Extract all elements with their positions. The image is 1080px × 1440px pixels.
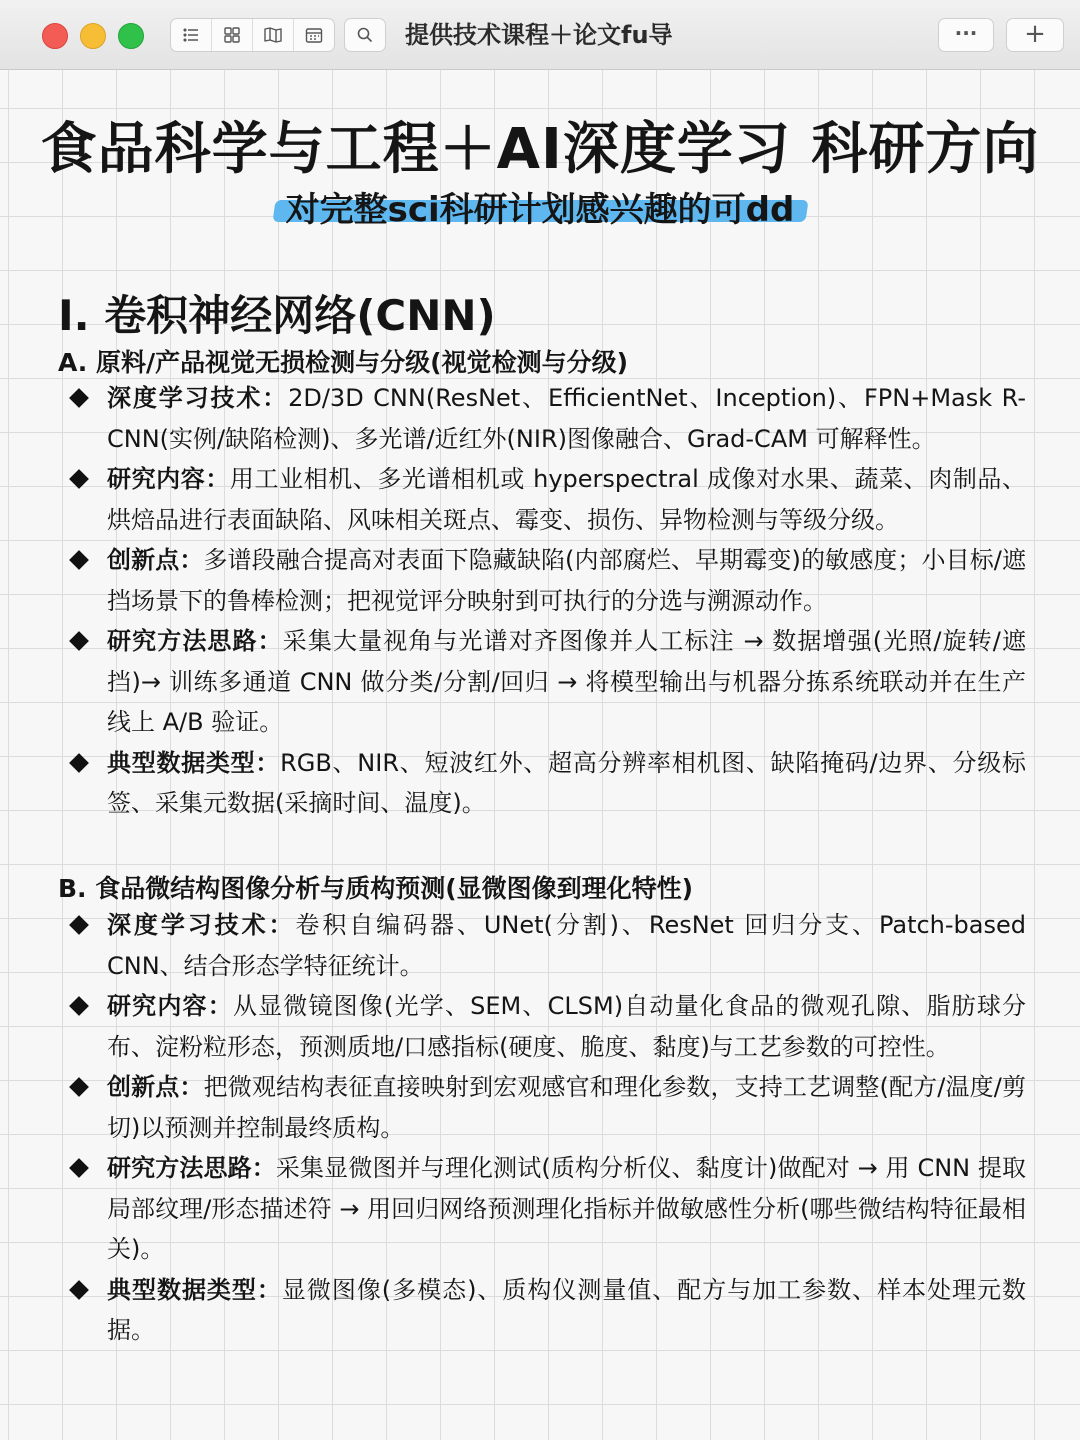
diamond-bullet-icon bbox=[69, 469, 89, 489]
bullet-text: 显微图像(多模态)、质构仪测量值、配方与加工参数、样本处理元数据。 bbox=[107, 1275, 1027, 1344]
section-title: I. 卷积神经网络(CNN) bbox=[58, 291, 496, 340]
minimize-window-button[interactable] bbox=[80, 23, 106, 49]
subsection-b-heading: B. 食品微结构图像分析与质构预测(显微图像到理化特性) bbox=[58, 874, 694, 903]
more-options-button[interactable] bbox=[938, 18, 994, 52]
close-window-button[interactable] bbox=[42, 23, 68, 49]
grid-view-button[interactable] bbox=[212, 19, 253, 51]
calendar-view-button[interactable] bbox=[294, 19, 334, 51]
diamond-bullet-icon bbox=[69, 996, 89, 1016]
list-view-button[interactable] bbox=[171, 19, 212, 51]
diamond-bullet-icon bbox=[69, 631, 89, 651]
diamond-bullet-icon bbox=[69, 1077, 89, 1097]
note-canvas bbox=[0, 70, 1080, 1440]
bullet-label: 创新点： bbox=[107, 1073, 204, 1101]
page-subtitle: 对完整sci科研计划感兴趣的可dd bbox=[278, 182, 803, 231]
book-view-button[interactable] bbox=[253, 19, 294, 51]
bullet-item bbox=[66, 905, 1026, 986]
grid-icon bbox=[222, 25, 242, 45]
bullet-text: 卷积自编码器、UNet(分割)、ResNet 回归分支、Patch-based CNN、结合形态学特征统计。 bbox=[107, 911, 1026, 980]
diamond-bullet-icon bbox=[69, 550, 89, 570]
bullet-text: 采集大量视角与光谱对齐图像并人工标注 → 数据增强(光照/旋转/遮挡)→ 训练多通道 CNN 做分类/分割/回归 → 将模型输出与机器分拣系统联动并在生产线上 A/B 验证。 bbox=[107, 627, 1027, 736]
ellipsis-icon: ··· bbox=[954, 21, 978, 45]
bullet-item bbox=[66, 1148, 1026, 1270]
bullet-label: 深度学习技术： bbox=[107, 911, 296, 939]
bullet-text: 采集显微图并与理化测试(质构分析仪、黏度计)做配对 → 用 CNN 提取局部纹理/形态描述符 → 用回归网络预测理化指标并做敏感性分析(哪些微结构特征最相关)。 bbox=[107, 1154, 1027, 1263]
subsection-a-bullets bbox=[66, 378, 1026, 824]
bullet-label: 研究方法思路： bbox=[107, 627, 283, 655]
page-title: 食品科学与工程＋AI深度学习 科研方向 bbox=[40, 117, 1040, 182]
window-title: 提供技术课程＋论文fu导 bbox=[405, 21, 673, 49]
subsection-a-heading: A. 原料/产品视觉无损检测与分级(视觉检测与分级) bbox=[58, 348, 628, 377]
search-icon bbox=[355, 25, 375, 45]
diamond-bullet-icon bbox=[69, 1158, 89, 1178]
plus-icon: + bbox=[1024, 19, 1046, 49]
book-icon bbox=[263, 25, 283, 45]
bullet-text: 多谱段融合提高对表面下隐藏缺陷(内部腐烂、早期霉变)的敏感度；小目标/遮挡场景下的鲁棒检测；把视觉评分映射到可执行的分选与溯源动作。 bbox=[107, 546, 1027, 615]
bullet-label: 典型数据类型： bbox=[107, 748, 281, 777]
new-note-button[interactable] bbox=[1006, 18, 1064, 52]
bullet-item bbox=[66, 378, 1026, 459]
zoom-window-button[interactable] bbox=[118, 23, 144, 49]
bullet-text: RGB、NIR、短波红外、超高分辨率相机图、缺陷掩码/边界、分级标签、采集元数据(采摘时间、温度)。 bbox=[107, 748, 1026, 817]
bullet-item bbox=[66, 1270, 1026, 1351]
diamond-bullet-icon bbox=[69, 388, 89, 408]
bullet-item bbox=[66, 743, 1026, 824]
calendar-icon bbox=[304, 25, 324, 45]
bullet-text: 从显微镜图像(光学、SEM、CLSM)自动量化食品的微观孔隙、脂肪球分布、淀粉粒形态，预测质地/口感指标(硬度、脆度、黏度)与工艺参数的可控性。 bbox=[107, 992, 1027, 1061]
bullet-item bbox=[66, 621, 1026, 743]
bullet-text: 用工业相机、多光谱相机或 hyperspectral 成像对水果、蔬菜、肉制品、烘焙品进行表面缺陷、风味相关斑点、霉变、损伤、异物检测与等级分级。 bbox=[107, 465, 1026, 534]
bullet-item bbox=[66, 986, 1026, 1067]
bullet-item bbox=[66, 540, 1026, 621]
subtitle-wrap bbox=[0, 182, 1080, 231]
diamond-bullet-icon bbox=[69, 753, 89, 773]
subsection-b-bullets bbox=[66, 905, 1026, 1351]
bullet-item bbox=[66, 1067, 1026, 1148]
search-group bbox=[344, 18, 386, 52]
title-bar bbox=[0, 0, 1080, 70]
bullet-text: 2D/3D CNN(ResNet、EfficientNet、Inception)、FPN+Mask R-CNN(实例/缺陷检测)、多光谱/近红外(NIR)图像融合、Grad-CAM 可解释性。 bbox=[107, 384, 1027, 453]
view-switcher bbox=[170, 18, 335, 52]
bullet-label: 研究内容： bbox=[107, 992, 233, 1020]
bullet-label: 深度学习技术： bbox=[107, 384, 289, 412]
bullet-item bbox=[66, 459, 1026, 540]
bullet-label: 创新点： bbox=[107, 546, 204, 574]
search-button[interactable] bbox=[345, 19, 385, 51]
list-icon bbox=[181, 25, 201, 45]
bullet-label: 研究内容： bbox=[107, 465, 230, 493]
bullet-label: 典型数据类型： bbox=[107, 1275, 282, 1304]
bullet-label: 研究方法思路： bbox=[107, 1154, 276, 1182]
diamond-bullet-icon bbox=[69, 915, 89, 935]
bullet-text: 把微观结构表征直接映射到宏观感官和理化参数，支持工艺调整(配方/温度/剪切)以预测并控制最终质构。 bbox=[107, 1073, 1026, 1142]
diamond-bullet-icon bbox=[69, 1280, 89, 1300]
